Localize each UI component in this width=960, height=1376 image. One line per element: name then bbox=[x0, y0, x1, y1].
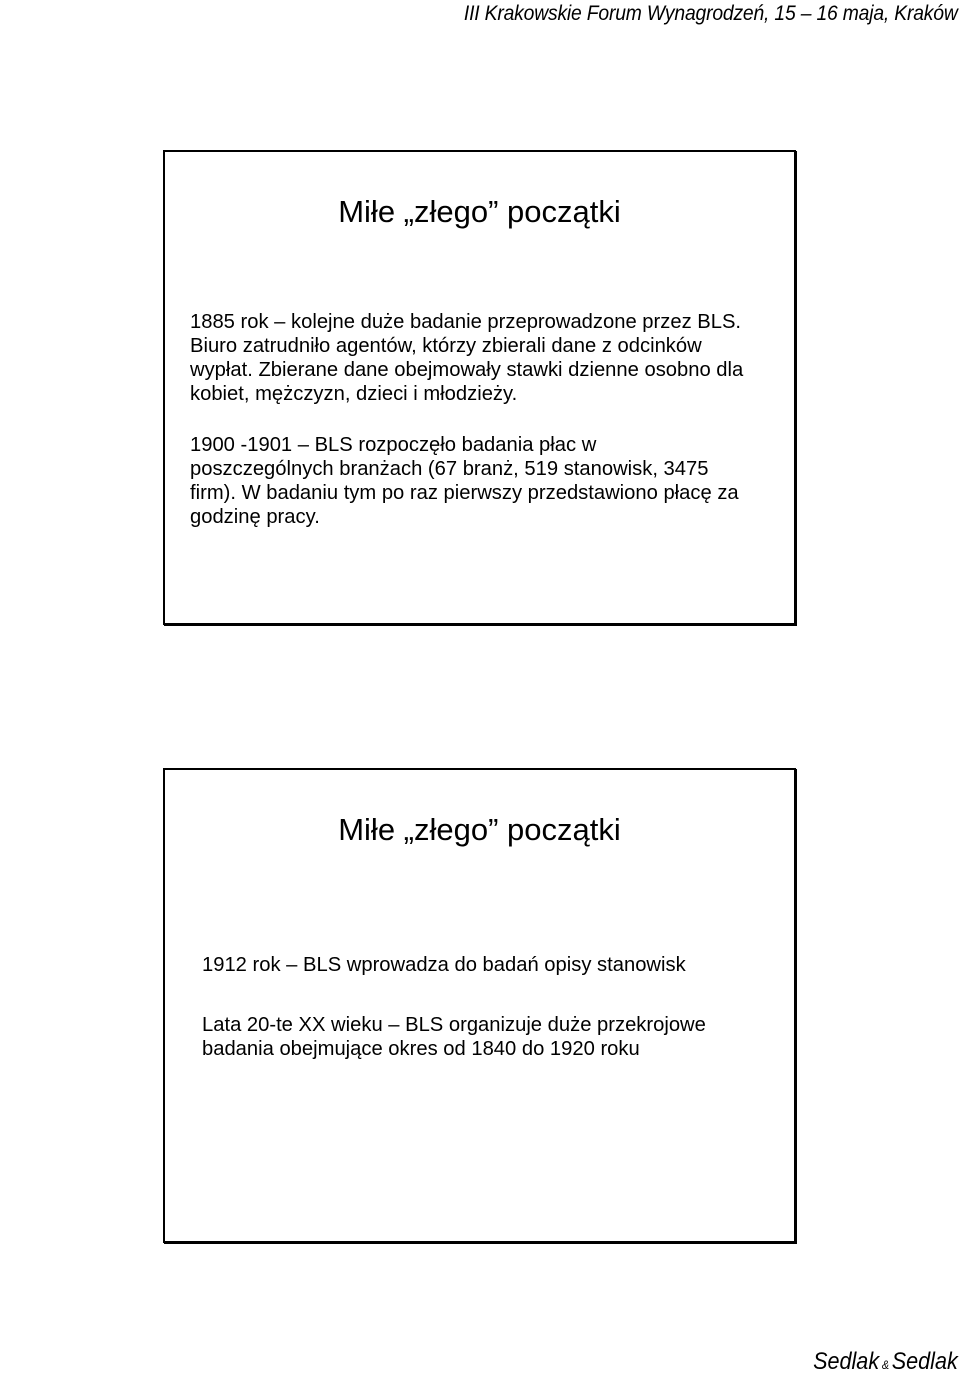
text-line: badania obejmujące okres od 1840 do 1920 roku bbox=[202, 1038, 640, 1060]
page-header: III Krakowskie Forum Wynagrodzeń, 15 – 16 maja, Kraków bbox=[464, 2, 958, 25]
text-line: Lata 20-te XX wieku – BLS organizuje duże przekrojowe bbox=[202, 1014, 706, 1036]
slide-2 bbox=[163, 768, 796, 1243]
text-line: 1912 rok – BLS wprowadza do badań opisy stanowisk bbox=[202, 954, 686, 976]
slide-paragraph bbox=[190, 310, 743, 406]
slide-paragraph bbox=[202, 953, 686, 977]
slide-title: Miłe „złego” początki bbox=[338, 194, 621, 229]
text-line: poszczególnych branżach (67 branż, 519 stanowisk, 3475 bbox=[190, 458, 709, 480]
text-line: kobiet, mężczyzn, dzieci i młodzieży. bbox=[190, 383, 518, 405]
text-line: firm). W badaniu tym po raz pierwszy przedstawiono płacę za bbox=[190, 482, 739, 504]
footer-ampersand: & bbox=[882, 1358, 890, 1372]
text-line: wypłat. Zbierane dane obejmowały stawki dzienne osobno dla bbox=[190, 359, 744, 381]
slide-1 bbox=[163, 150, 796, 625]
footer-left: Sedlak bbox=[813, 1348, 880, 1375]
text-line: godzinę pracy. bbox=[190, 506, 320, 528]
footer-right: Sedlak bbox=[891, 1348, 958, 1375]
page-footer bbox=[813, 1348, 958, 1376]
text-line: 1900 -1901 – BLS rozpoczęło badania płac w bbox=[190, 434, 597, 456]
slide-title: Miłe „złego” początki bbox=[338, 812, 621, 847]
text-line: 1885 rok – kolejne duże badanie przeprowadzone przez BLS. bbox=[190, 311, 742, 333]
slide-paragraph bbox=[202, 1013, 706, 1061]
text-line: Biuro zatrudniło agentów, którzy zbierali dane z odcinków bbox=[190, 335, 702, 357]
slide-paragraph bbox=[190, 433, 739, 529]
